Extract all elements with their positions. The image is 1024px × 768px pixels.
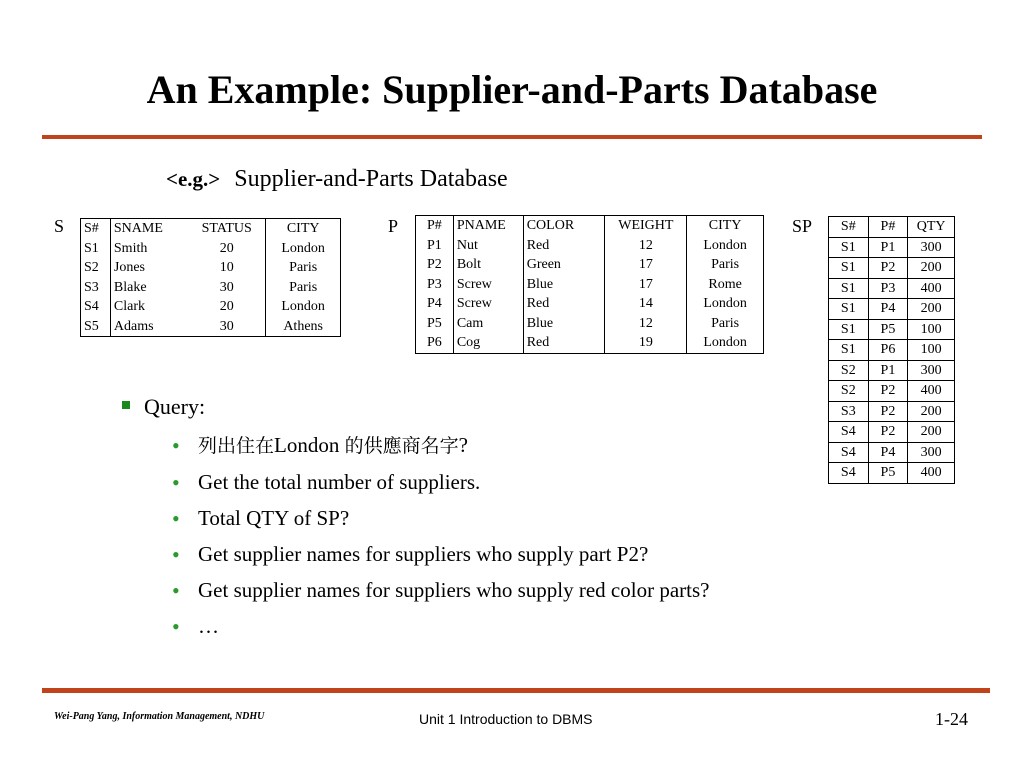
list-item [172, 611, 772, 642]
table-cell: S1 [829, 258, 869, 279]
table-header-cell: P# [427, 218, 442, 234]
table-cell: P1 [427, 237, 442, 253]
table-row [829, 463, 955, 484]
footer-unit: Unit 1 Introduction to DBMS [419, 711, 593, 727]
table-row [416, 294, 764, 314]
table-cell: Rome [687, 275, 764, 295]
subtitle-text: Supplier-and-Parts Database [234, 166, 508, 192]
table-cell: S1 [829, 237, 869, 258]
table-cell: 14 [605, 294, 687, 314]
square-bullet-icon [122, 401, 130, 409]
table-cell: P2 [868, 258, 908, 279]
table-cell: S1 [84, 240, 99, 256]
item-cjk-suffix: 的供應商名字 [344, 435, 459, 457]
list-item [172, 430, 772, 462]
table-cell: Clark [110, 297, 188, 317]
table-cell: Paris [687, 255, 764, 275]
table-cell: S4 [829, 422, 869, 443]
table-cell: Red [523, 333, 605, 353]
table-cell: Blue [523, 275, 605, 295]
table-cell: 30 [219, 279, 234, 295]
table-cell: S1 [829, 319, 869, 340]
table-header-cell: STATUS [201, 221, 252, 237]
table-cell: 200 [908, 401, 955, 422]
table-cell: P1 [868, 237, 908, 258]
table-sp-label: SP [792, 216, 813, 236]
table-cell: Jones [110, 258, 188, 278]
table-s-label: S [54, 216, 65, 236]
table-cell: P2 [868, 401, 908, 422]
item-tail: ? [458, 433, 468, 457]
table-cell: 400 [908, 463, 955, 484]
table-row [829, 319, 955, 340]
table-cell: P5 [868, 463, 908, 484]
table-cell: Nut [453, 236, 523, 256]
table-cell: 30 [219, 318, 234, 334]
title-divider [42, 135, 982, 139]
table-cell: Screw [453, 275, 523, 295]
table-header-cell: P# [868, 217, 908, 238]
table-cell: P2 [427, 257, 442, 273]
table-row [829, 237, 955, 258]
table-cell: P3 [868, 278, 908, 299]
table-cell: P5 [868, 319, 908, 340]
table-cell: S2 [829, 381, 869, 402]
table-cell: P5 [427, 315, 442, 331]
table-cell: Red [523, 294, 605, 314]
table-row [829, 340, 955, 361]
table-cell: P6 [427, 335, 442, 351]
page-number: 1-24 [935, 709, 968, 729]
table-cell: Blake [110, 278, 188, 298]
table-cell: Paris [266, 278, 341, 298]
list-item [172, 467, 772, 498]
item-text: Total QTY of SP? [198, 506, 350, 530]
table-cell: 19 [605, 333, 687, 353]
footer-divider [42, 688, 990, 693]
table-row [416, 333, 764, 353]
item-text: Get supplier names for suppliers who supply part P2? [198, 542, 649, 566]
table-row [81, 239, 341, 259]
table-row [829, 401, 955, 422]
list-item [172, 575, 758, 606]
list-item [172, 539, 772, 570]
table-row [416, 255, 764, 275]
table-row [81, 258, 341, 278]
table-row [416, 236, 764, 256]
bullet-dot-icon: • [172, 614, 180, 639]
table-cell: London [687, 236, 764, 256]
table-cell: 400 [908, 278, 955, 299]
table-cell: S2 [84, 260, 99, 276]
table-cell: 200 [908, 299, 955, 320]
parts-table [415, 215, 764, 354]
table-cell: 12 [605, 314, 687, 334]
query-label: Query: [144, 394, 206, 419]
table-header-cell: SNAME [110, 219, 188, 239]
table-cell: 300 [908, 360, 955, 381]
table-cell: 20 [219, 299, 234, 315]
table-cell: Cam [453, 314, 523, 334]
table-cell: 17 [605, 255, 687, 275]
table-cell: London [266, 239, 341, 259]
table-header-cell: CITY [266, 219, 341, 239]
table-header-cell: CITY [687, 216, 764, 236]
table-row [416, 275, 764, 295]
table-cell: 100 [908, 340, 955, 361]
table-row [829, 381, 955, 402]
table-cell: P1 [868, 360, 908, 381]
shipments-table [828, 216, 955, 484]
table-cell: 10 [219, 260, 234, 276]
table-cell: S2 [829, 360, 869, 381]
table-cell: Paris [687, 314, 764, 334]
query-heading [122, 394, 205, 420]
table-row [829, 360, 955, 381]
item-cjk-prefix: 列出住在 [198, 435, 275, 457]
table-cell: Cog [453, 333, 523, 353]
table-cell: P4 [868, 299, 908, 320]
bullet-dot-icon: • [172, 433, 180, 458]
table-cell: P4 [868, 442, 908, 463]
table-cell: Blue [523, 314, 605, 334]
table-cell: P2 [868, 422, 908, 443]
table-cell: 100 [908, 319, 955, 340]
table-cell: 200 [908, 258, 955, 279]
query-list [172, 430, 772, 647]
bullet-dot-icon: • [172, 542, 180, 567]
table-header-cell: WEIGHT [605, 216, 687, 236]
item-text: London [274, 433, 345, 457]
table-row [829, 442, 955, 463]
table-header-cell: COLOR [523, 216, 605, 236]
table-cell: S4 [84, 299, 99, 315]
table-cell: Paris [266, 258, 341, 278]
table-cell: Bolt [453, 255, 523, 275]
table-cell: S1 [829, 299, 869, 320]
table-cell: P6 [868, 340, 908, 361]
table-cell: London [266, 297, 341, 317]
table-row [829, 258, 955, 279]
table-row [829, 299, 955, 320]
table-header-cell: S# [829, 217, 869, 238]
table-cell: Smith [110, 239, 188, 259]
table-cell: S1 [829, 278, 869, 299]
item-text: Get the total number of suppliers. [198, 470, 481, 494]
table-cell: S3 [84, 279, 99, 295]
table-row [81, 317, 341, 337]
bullet-dot-icon: • [172, 470, 180, 495]
table-cell: Adams [110, 317, 188, 337]
table-header-row [81, 219, 341, 239]
table-cell: Green [523, 255, 605, 275]
table-cell: 12 [605, 236, 687, 256]
table-cell: 20 [219, 240, 234, 256]
table-cell: P4 [427, 296, 442, 312]
table-header-cell: PNAME [453, 216, 523, 236]
table-cell: 17 [605, 275, 687, 295]
table-p-label: P [388, 216, 399, 236]
table-cell: 400 [908, 381, 955, 402]
table-cell: London [687, 294, 764, 314]
table-header-cell: QTY [908, 217, 955, 238]
list-item [172, 503, 772, 534]
table-row [81, 278, 341, 298]
suppliers-table [80, 218, 341, 337]
table-cell: S3 [829, 401, 869, 422]
item-text: Get supplier names for suppliers who supply red color parts? [198, 578, 710, 602]
table-cell: S4 [829, 442, 869, 463]
table-cell: 300 [908, 237, 955, 258]
table-cell: P3 [427, 276, 442, 292]
slide-title: An Example: Supplier-and-Parts Database [146, 67, 878, 112]
table-cell: London [687, 333, 764, 353]
table-cell: P2 [868, 381, 908, 402]
table-row [81, 297, 341, 317]
subtitle-tag: <e.g.> [166, 167, 221, 191]
table-header-cell: S# [84, 221, 99, 237]
table-cell: Red [523, 236, 605, 256]
table-cell: S1 [829, 340, 869, 361]
table-header-row [416, 216, 764, 236]
table-row [416, 314, 764, 334]
table-row [829, 278, 955, 299]
table-cell: 200 [908, 422, 955, 443]
table-header-row [829, 217, 955, 238]
subtitle [166, 166, 508, 193]
bullet-dot-icon: • [172, 578, 180, 603]
item-text: … [198, 614, 219, 638]
table-cell: Athens [266, 317, 341, 337]
table-cell: S4 [829, 463, 869, 484]
table-cell: Screw [453, 294, 523, 314]
table-cell: S5 [84, 318, 99, 334]
table-row [829, 422, 955, 443]
bullet-dot-icon: • [172, 506, 180, 531]
footer-author: Wei-Pang Yang, Information Management, NDHU [54, 711, 265, 722]
table-cell: 300 [908, 442, 955, 463]
